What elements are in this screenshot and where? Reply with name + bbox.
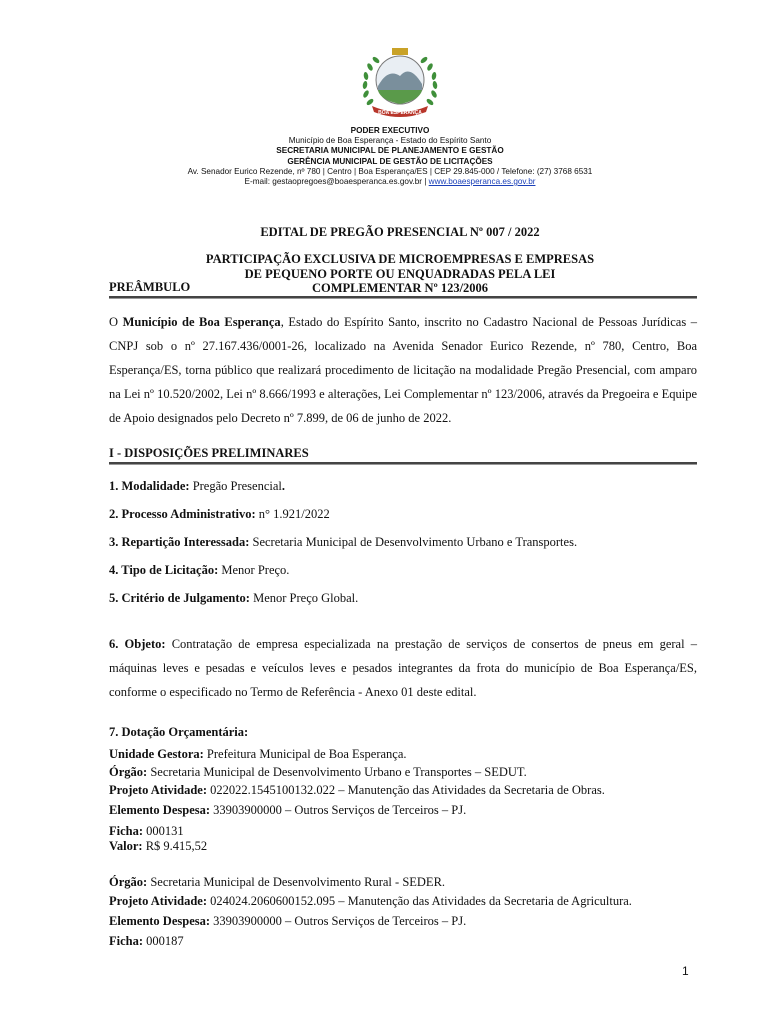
- dotacao-line: [109, 914, 697, 929]
- seal-ribbon-text: BOA ESPERANÇA: [378, 110, 422, 116]
- item-modalidade: [109, 479, 697, 494]
- dotacao-heading: [109, 725, 697, 740]
- item-value: Secretaria Municipal de Desenvolvimento Urbano e Transportes.: [249, 535, 578, 549]
- item-processo: [109, 507, 697, 522]
- header-email: E-mail: gestaopregoes@boaesperanca.es.gov.br |: [244, 177, 429, 187]
- document-title: EDITAL DE PREGÃO PRESENCIAL Nº 007 / 2022: [260, 225, 540, 239]
- page-number: 1: [682, 964, 689, 978]
- objeto-text: Contratação de empresa especializada na prestação de serviços de consertos de pneus em geral – máquinas leves e pesadas e veículos leves e pesados integrantes da frota do município de Boa Esperança/ES, conforme o especificado no Termo de Referência - Anexo 01 deste edital.: [109, 637, 698, 699]
- item-value: Pregão Presencial: [189, 479, 282, 493]
- divider: [109, 462, 697, 465]
- subtitle-line-1: PARTICIPAÇÃO EXCLUSIVA DE MICROEMPRESAS E EMPRESAS: [205, 252, 595, 266]
- dotacao-line-label: Projeto Atividade:: [109, 894, 208, 908]
- divider: [109, 296, 697, 299]
- dotacao-line-label: Ficha:: [109, 934, 144, 948]
- dotacao-line-value: Prefeitura Municipal de Boa Esperança.: [203, 747, 407, 761]
- dotacao-line-label: Ficha:: [109, 824, 144, 838]
- subtitle-line-2: DE PEQUENO PORTE OU ENQUADRADAS PELA LEI: [244, 266, 556, 281]
- item-value: Menor Preço Global.: [249, 591, 359, 605]
- dotacao-line: [109, 765, 697, 780]
- dotacao-line: [109, 839, 697, 854]
- dotacao-line: [109, 934, 697, 949]
- item-value: n° 1.921/2022: [255, 507, 330, 521]
- item-criterio: [109, 591, 697, 606]
- header-management: GERÊNCIA MUNICIPAL DE GESTÃO DE LICITAÇÕES: [287, 156, 493, 166]
- dotacao-line-label: Unidade Gestora:: [109, 747, 204, 761]
- dotacao-line: [109, 747, 697, 762]
- header-secretariat: SECRETARIA MUNICIPAL DE PLANEJAMENTO E GESTÃO: [276, 146, 504, 156]
- section-heading: I - DISPOSIÇÕES PRELIMINARES: [109, 446, 309, 460]
- dotacao-line-label: Projeto Atividade:: [109, 783, 208, 797]
- header-municipality: Município de Boa Esperança - Estado do Espírito Santo: [288, 136, 492, 146]
- objeto-label: 6. Objeto:: [109, 637, 166, 651]
- dotacao-line: [109, 824, 697, 839]
- item-label: 5. Critério de Julgamento:: [109, 591, 250, 605]
- header-power: PODER EXECUTIVO: [350, 126, 430, 135]
- dotacao-line: [109, 803, 697, 818]
- item-label: 3. Repartição Interessada:: [109, 535, 250, 549]
- item-label: 2. Processo Administrativo:: [109, 507, 256, 521]
- item-reparticao: [109, 535, 697, 550]
- item-objeto: [109, 632, 697, 704]
- item-label: 1. Modalidade:: [109, 479, 190, 493]
- dotacao-line-value: 33903900000 – Outros Serviços de Terceiros – PJ.: [210, 914, 467, 928]
- item-suffix: .: [281, 479, 286, 493]
- dotacao-line-value: 33903900000 – Outros Serviços de Terceiros – PJ.: [210, 803, 467, 817]
- preamble-municipality: Município de Boa Esperança: [122, 315, 281, 329]
- header-address: Av. Senador Eurico Rezende, nº 780 | Centro | Boa Esperança/ES | CEP 29.845-000 / Telefone: (27) 3768 6531: [187, 166, 593, 176]
- letterhead: [100, 126, 680, 187]
- dotacao-line-value: Secretaria Municipal de Desenvolvimento Rural - SEDER.: [147, 875, 446, 889]
- dotacao-label: 7. Dotação Orçamentária:: [109, 725, 249, 739]
- dotacao-line-value: 000187: [143, 934, 184, 948]
- dotacao-line-value: 000131: [143, 824, 184, 838]
- dotacao-line-label: Órgão:: [109, 875, 148, 889]
- dotacao-line-label: Valor:: [109, 839, 143, 853]
- municipal-seal-icon: [352, 40, 448, 124]
- dotacao-line-value: 024024.2060600152.095 – Manutenção das Atividades da Secretaria de Agricultura.: [207, 894, 632, 908]
- dotacao-line: [109, 783, 697, 798]
- preamble-heading: PREÂMBULO: [109, 280, 191, 294]
- dotacao-line-value: R$ 9.415,52: [142, 839, 208, 853]
- preamble-paragraph: [109, 310, 697, 430]
- item-label: 4. Tipo de Licitação:: [109, 563, 219, 577]
- dotacao-line-label: Elemento Despesa:: [109, 914, 211, 928]
- dotacao-line: [109, 894, 697, 909]
- item-tipo: [109, 563, 697, 578]
- dotacao-line: [109, 875, 697, 890]
- item-value: Menor Preço.: [218, 563, 290, 577]
- dotacao-line-label: Elemento Despesa:: [109, 803, 211, 817]
- dotacao-line-value: Secretaria Municipal de Desenvolvimento Urbano e Transportes – SEDUT.: [147, 765, 527, 779]
- website-link[interactable]: www.boaesperanca.es.gov.br: [428, 177, 536, 187]
- dotacao-line-value: 022022.1545100132.022 – Manutenção das Atividades da Secretaria de Obras.: [207, 783, 605, 797]
- preamble-lead: O: [109, 315, 123, 329]
- subtitle-line-3: COMPLEMENTAR Nº 123/2006: [311, 281, 489, 295]
- preamble-text: , Estado do Espírito Santo, inscrito no Cadastro Nacional de Pessoas Jurídicas – CNPJ sob o nº 27.167.436/0001-26, localizado na Avenida Senador Eurico Rezende, nº 780, Centro, Boa Esperança/ES, torna público que realizará procedimento de licitação na modalidade Pregão Presencial, com amparo na Lei nº 10.520/2002, Lei nº 8.666/1993 e alterações, Lei Complementar nº 123/2006, através da Pregoeira e Equipe de Apoio designados pelo Decreto nº 7.899, de 06 de junho de 2022.: [109, 315, 697, 425]
- dotacao-line-label: Órgão:: [109, 765, 148, 779]
